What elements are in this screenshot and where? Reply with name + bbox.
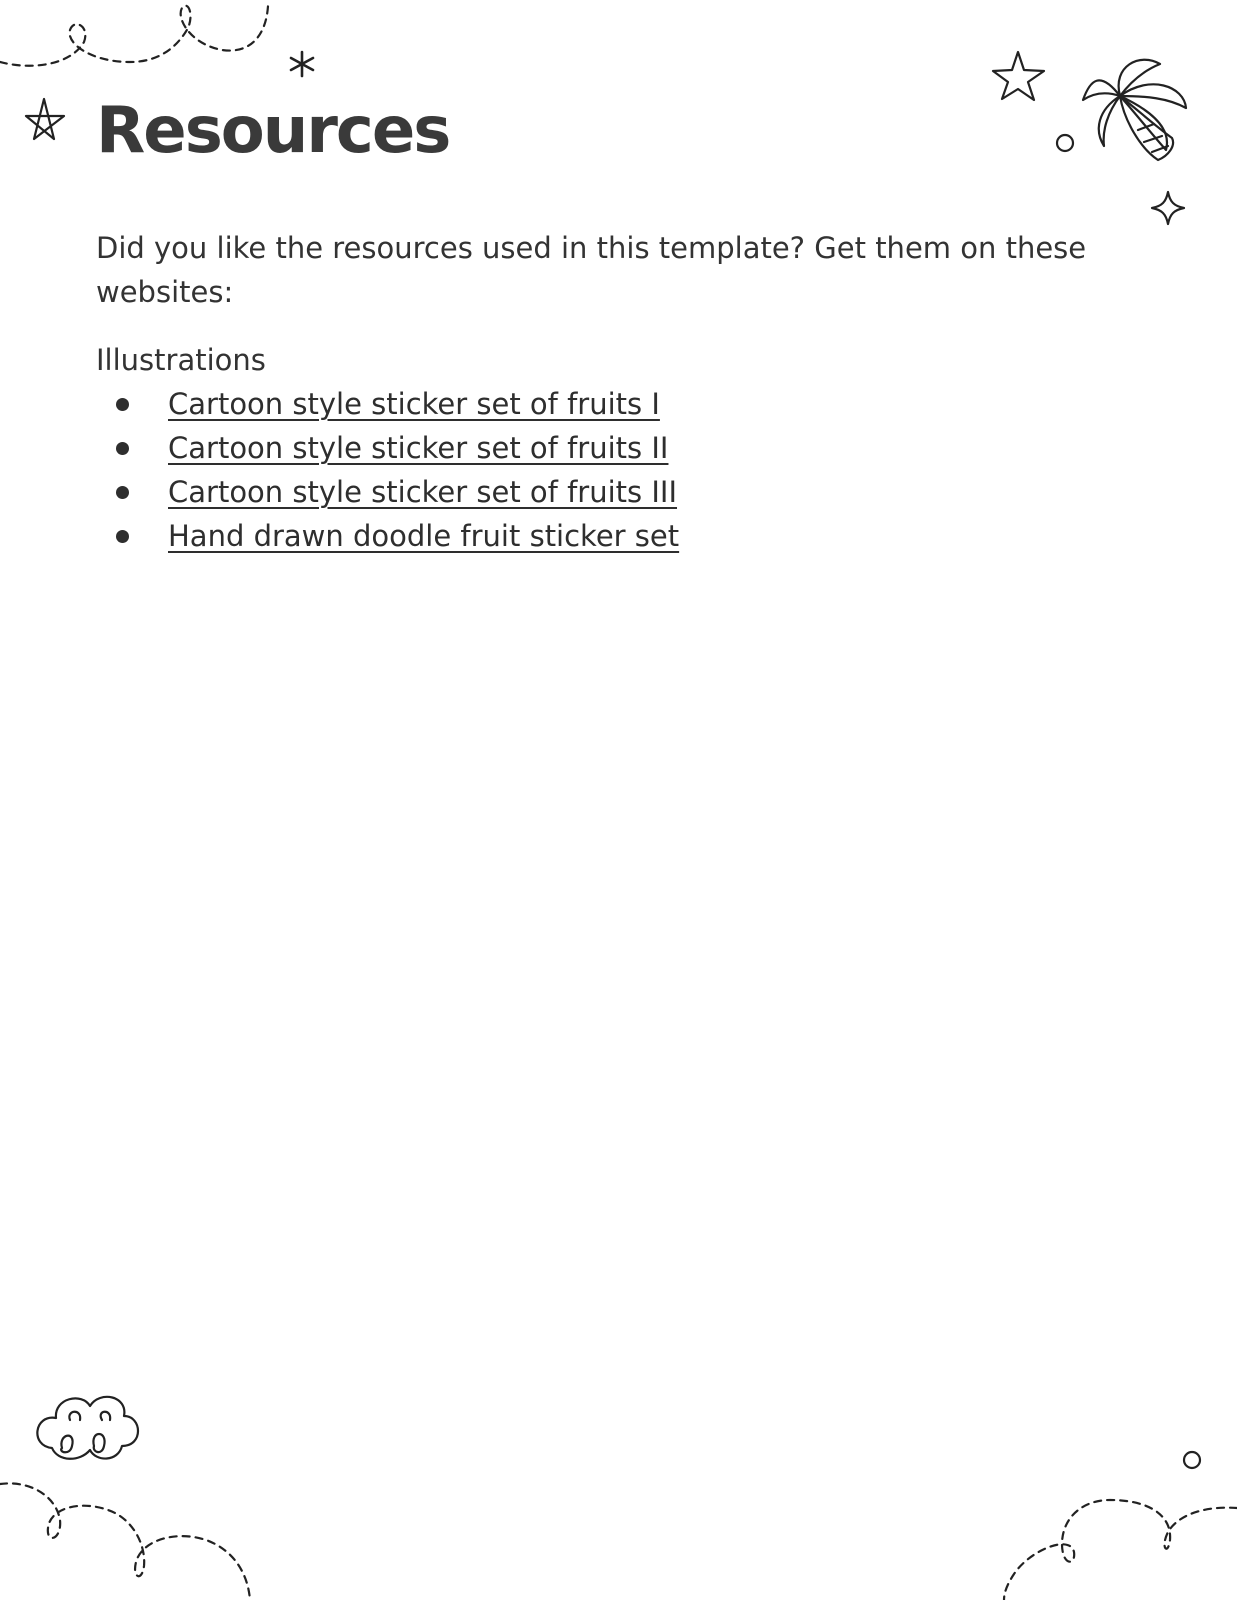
dashed-swirl-icon <box>1004 1500 1237 1600</box>
section-label-illustrations: Illustrations <box>96 343 266 377</box>
dashed-swirl-icon <box>0 1483 250 1600</box>
bullet-icon <box>116 530 129 543</box>
resource-link-fruits-2[interactable]: Cartoon style sticker set of fruits II <box>168 431 669 465</box>
circle-icon <box>1057 135 1073 151</box>
resource-link-doodle-set[interactable]: Hand drawn doodle fruit sticker set <box>168 519 680 553</box>
asterisk-icon <box>291 52 313 76</box>
list-item <box>96 382 679 426</box>
list-item <box>96 426 679 470</box>
star-icon <box>993 52 1044 100</box>
star-icon <box>26 99 64 139</box>
page-title: Resources <box>96 94 450 168</box>
resource-link-list <box>96 382 679 558</box>
bullet-icon <box>116 486 129 499</box>
list-item <box>96 514 679 558</box>
resource-link-fruits-1[interactable]: Cartoon style sticker set of fruits I <box>168 387 660 421</box>
bullet-icon <box>116 398 129 411</box>
resource-link-fruits-3[interactable]: Cartoon style sticker set of fruits III <box>168 475 678 509</box>
sparkle-icon <box>1152 192 1184 224</box>
circle-icon <box>1184 1452 1200 1468</box>
cloud-icon <box>37 1397 138 1459</box>
list-item <box>96 470 679 514</box>
palm-tree-icon <box>1083 60 1186 160</box>
dashed-swirl-icon <box>0 6 268 66</box>
bullet-icon <box>116 442 129 455</box>
intro-text: Did you like the resources used in this template? Get them on these websites: <box>96 231 1087 309</box>
